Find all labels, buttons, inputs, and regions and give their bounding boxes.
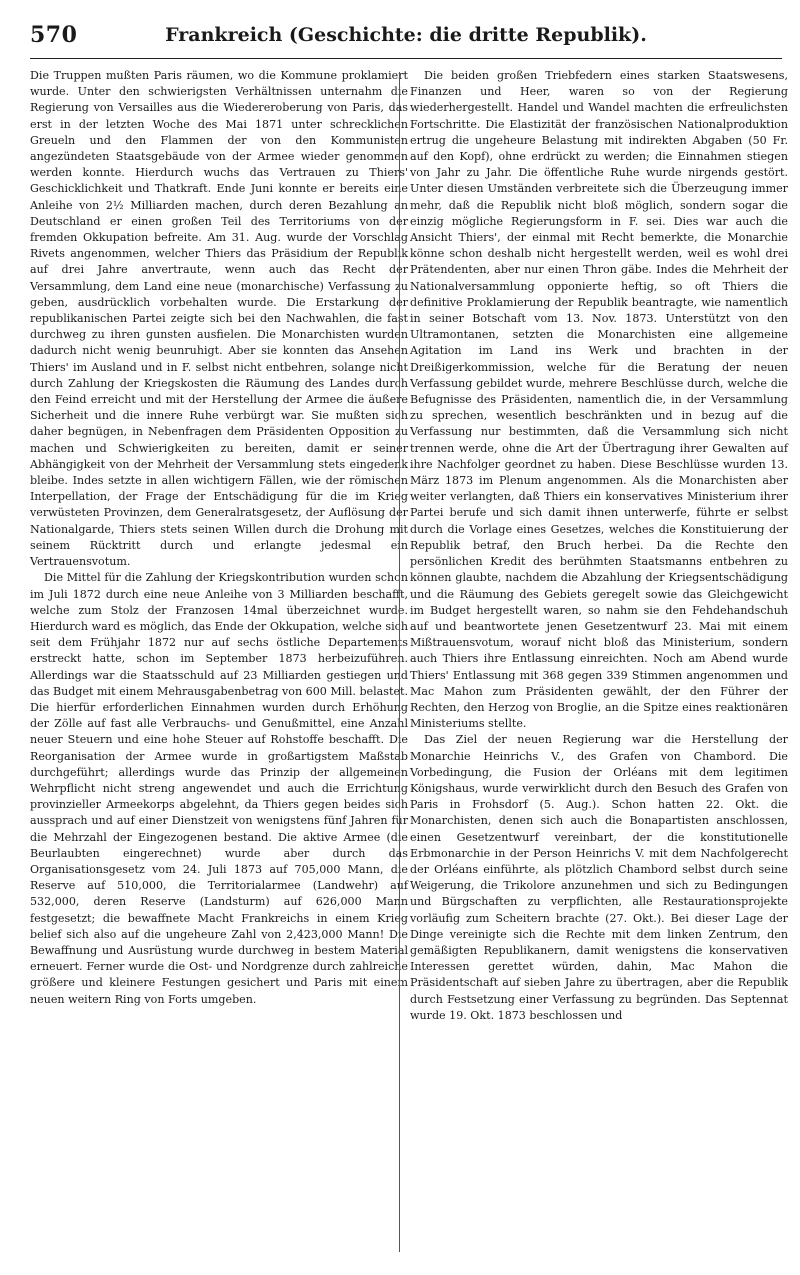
- right-column: [410, 68, 788, 1024]
- left-column: [30, 68, 408, 1008]
- paragraph: Die Truppen mußten Paris räumen, wo die Kommune proklamiert wurde. Unter den schwierigsten Verhältnissen unternahm die Regierung von Versailles aus die Wiedereroberung von Paris, das erst in der letzten Woche des Mai 1871 unter schrecklichen Greueln und den Flammen der von den Kommunisten angezündeten Staatsgebäude von der Armee wieder genommen werden konnte. Hierdurch wuchs das Vertrauen zu Thiers' Geschicklichkeit und Thatkraft. Ende Juni konnte er bereits eine Anleihe von 2½ Milliarden machen, durch deren Bezahlung an Deutschland er einen großen Teil des Territoriums von der fremden Okkupation befreite. Am 31. Aug. wurde der Vorschlag Rivets angenommen, welcher Thiers das Präsidium der Republik auf drei Jahre anvertraute, wenn auch das Recht der Versammlung, dem Land eine neue (monarchische) Verfassung zu geben, ausdrücklich vorbehalten wurde. Die Erstarkung der republikanischen Partei zeigte sich bei den Nachwahlen, die fast durchweg zu ihren gunsten ausfielen. Die Monarchisten wurden dadurch nicht wenig beunruhigt. Aber sie konnten das Ansehen Thiers' im Ausland und in F. selbst nicht entbehren, solange nicht durch Zahlung der Kriegskosten die Räumung des Landes durch den Feind erreicht und mit der Herstellung der Armee die äußere Sicherheit und die innere Ruhe verbürgt war. Sie mußten sich daher begnügen, in Nebenfragen dem Präsidenten Opposition zu machen und Schwierigkeiten zu bereiten, damit er seiner Abhängigkeit von der Mehrheit der Versammlung stets eingedenk bleibe. Indes setzte in allen wichtigern Fällen, wie der römischen Interpellation, der Frage der Entschädigung für die im Krieg verwüsteten Provinzen, dem Generalratsgesetz, der Auflösung der Nationalgarde, Thiers stets seinen Willen durch die Drohung mit seinem Rücktritt durch und erlangte jedesmal ein Vertrauensvotum.: [30, 69, 408, 569]
- paragraph: Die Mittel für die Zahlung der Kriegskontribution wurden schon im Juli 1872 durch eine neue Anleihe von 3 Milliarden beschafft, welche zum Stolz der Franzosen 14mal überzeichnet wurde. Hierdurch ward es möglich, das Ende der Okkupation, welche sich seit dem Frühjahr 1872 nur auf sechs östliche Departements erstreckt hatte, schon im September 1873 herbeizuführen. Allerdings war die Staatsschuld auf 23 Milliarden gestiegen und das Budget mit einem Mehrausgabenbetrag von 600 Mill. belastet. Die hierfür erforderlichen Einnahmen wurden durch Erhöhung der Zölle auf fast alle Verbrauchs- und Genußmittel, eine Anzahl neuer Steuern und eine hohe Steuer auf Rohstoffe beschafft. Die Reorganisation der Armee wurde in großartigstem Maßstab durchgeführt; allerdings wurde das Prinzip der allgemeinen Wehrpflicht nicht streng angewendet und auch die Errichtung provinzieller Armeekorps abgelehnt, da Thiers gegen beides sich aussprach und auf einer Dienstzeit von wenigstens fünf Jahren für die Mehrzahl der Eingezogenen bestand. Die aktive Armee (die Beurlaubten eingerechnet) wurde aber durch das Organisationsgesetz vom 24. Juli 1873 auf 705,000 Mann, die Reserve auf 510,000, die Territorialarmee (Landwehr) auf 532,000, deren Reserve (Landsturm) auf 626,000 Mann festgesetzt; die bewaffnete Macht Frankreichs in einem Krieg belief sich also auf die ungeheure Zahl von 2,423,000 Mann! Die Bewaffnung und Ausrüstung wurde durchweg in bestem Material erneuert. Ferner wurde die Ost- und Nordgrenze durch zahlreiche größere und kleinere Festungen gesichert und Paris mit einem neuen weitern Ring von Forts umgeben.: [30, 571, 408, 1006]
- paragraph: Die beiden großen Triebfedern eines starken Staatswesens, Finanzen und Heer, waren so von der Regierung wiederhergestellt. Handel und Wandel machten die erfreulichsten Fortschritte. Die Elastizität der französischen Nationalproduktion ertrug die ungeheure Belastung mit indirekten Abgaben (50 Fr. auf den Kopf), ohne erdrückt zu werden; die Einnahmen stiegen von Jahr zu Jahr. Die öffentliche Ruhe wurde nirgends gestört. Unter diesen Umständen verbreitete sich die Überzeugung immer mehr, daß die Republik nicht bloß möglich, sondern sogar die einzig mögliche Regierungsform in F. sei. Dies war auch die Ansicht Thiers', der einmal mit Recht bemerkte, die Monarchie könne schon deshalb nicht hergestellt werden, weil es wohl drei Prätendenten, aber nur einen Thron gäbe. Indes die Mehrheit der Nationalversammlung opponierte heftig, so oft Thiers die definitive Proklamierung der Republik beantragte, wie namentlich in seiner Botschaft vom 13. Nov. 1873. Unterstützt von den Ultramontanen, setzten die Monarchisten eine allgemeine Agitation im Land ins Werk und brachten in der Dreißigerkommission, welche für die Beratung der neuen Verfassung gebildet wurde, mehrere Beschlüsse durch, welche die Befugnisse des Präsidenten, namentlich die, in der Versammlung zu sprechen, wesentlich beschränkten und in bezug auf die Verfassung nur bestimmten, daß die Versammlung sich nicht trennen werde, ohne die Art der Übertragung ihrer Gewalten auf ihre Nachfolger geordnet zu haben. Diese Beschlüsse wurden 13. März 1873 im Plenum angenommen. Als die Monarchisten aber weiter verlangten, daß Thiers ein konservatives Ministerium ihrer Partei berufe und sich damit ihnen unterwerfe, führte er selbst durch die Vorlage eines Gesetzes, welches die Konstituierung der Republik betraf, den Bruch herbei. Da die Rechte den persönlichen Kredit des berühmten Staatsmanns entbehren zu können glaubte, nachdem die Abzahlung der Kriegsentschädigung und die Räumung des Gebiets geregelt sowie das Gleichgewicht im Budget hergestellt waren, so nahm sie den Fehdehandschuh auf und beantwortete jenen Gesetzentwurf 23. Mai mit einem Mißtrauensvotum, worauf nicht bloß das Ministerium, sondern auch Thiers ihre Entlassung einreichten. Noch am Abend wurde Thiers' Entlassung mit 368 gegen 339 Stimmen angenommen und Mac Mahon zum Präsidenten gewählt, der den Führer der Rechten, den Herzog von Broglie, an die Spitze eines reaktionären Ministeriums stellte.: [410, 69, 788, 731]
- page-number: 570: [30, 22, 78, 48]
- page-header: [30, 22, 782, 56]
- running-head: Frankreich (Geschichte: die dritte Republik).: [165, 24, 647, 46]
- column-divider: [399, 72, 400, 1252]
- header-rule: [30, 58, 782, 59]
- paragraph: Das Ziel der neuen Regierung war die Herstellung der Monarchie Heinrichs V., des Grafen von Chambord. Die Vorbedingung, die Fusion der Orléans mit dem legitimen Königshaus, wurde verwirklicht durch den Besuch des Grafen von Paris in Frohsdorf (5. Aug.). Schon hatten 22. Okt. die Monarchisten, denen sich auch die Bonapartisten anschlossen, einen Gesetzentwurf vereinbart, der die konstitutionelle Erbmonarchie in der Person Heinrichs V. mit dem Nachfolgerecht der Orléans einführte, als plötzlich Chambord selbst durch seine Weigerung, die Trikolore anzunehmen und sich zu Bedingungen und Bürgschaften zu verpflichten, alle Restaurationsprojekte vorläufig zum Scheitern brachte (27. Okt.). Bei dieser Lage der Dinge vereinigte sich die Rechte mit dem linken Zentrum, den gemäßigten Republikanern, damit wenigstens die konservativen Interessen gerettet würden, dahin, Mac Mahon die Präsidentschaft auf sieben Jahre zu übertragen, aber die Republik durch Festsetzung einer Verfassung zu begründen. Das Septennat wurde 19. Okt. 1873 beschlossen und: [410, 733, 788, 1022]
